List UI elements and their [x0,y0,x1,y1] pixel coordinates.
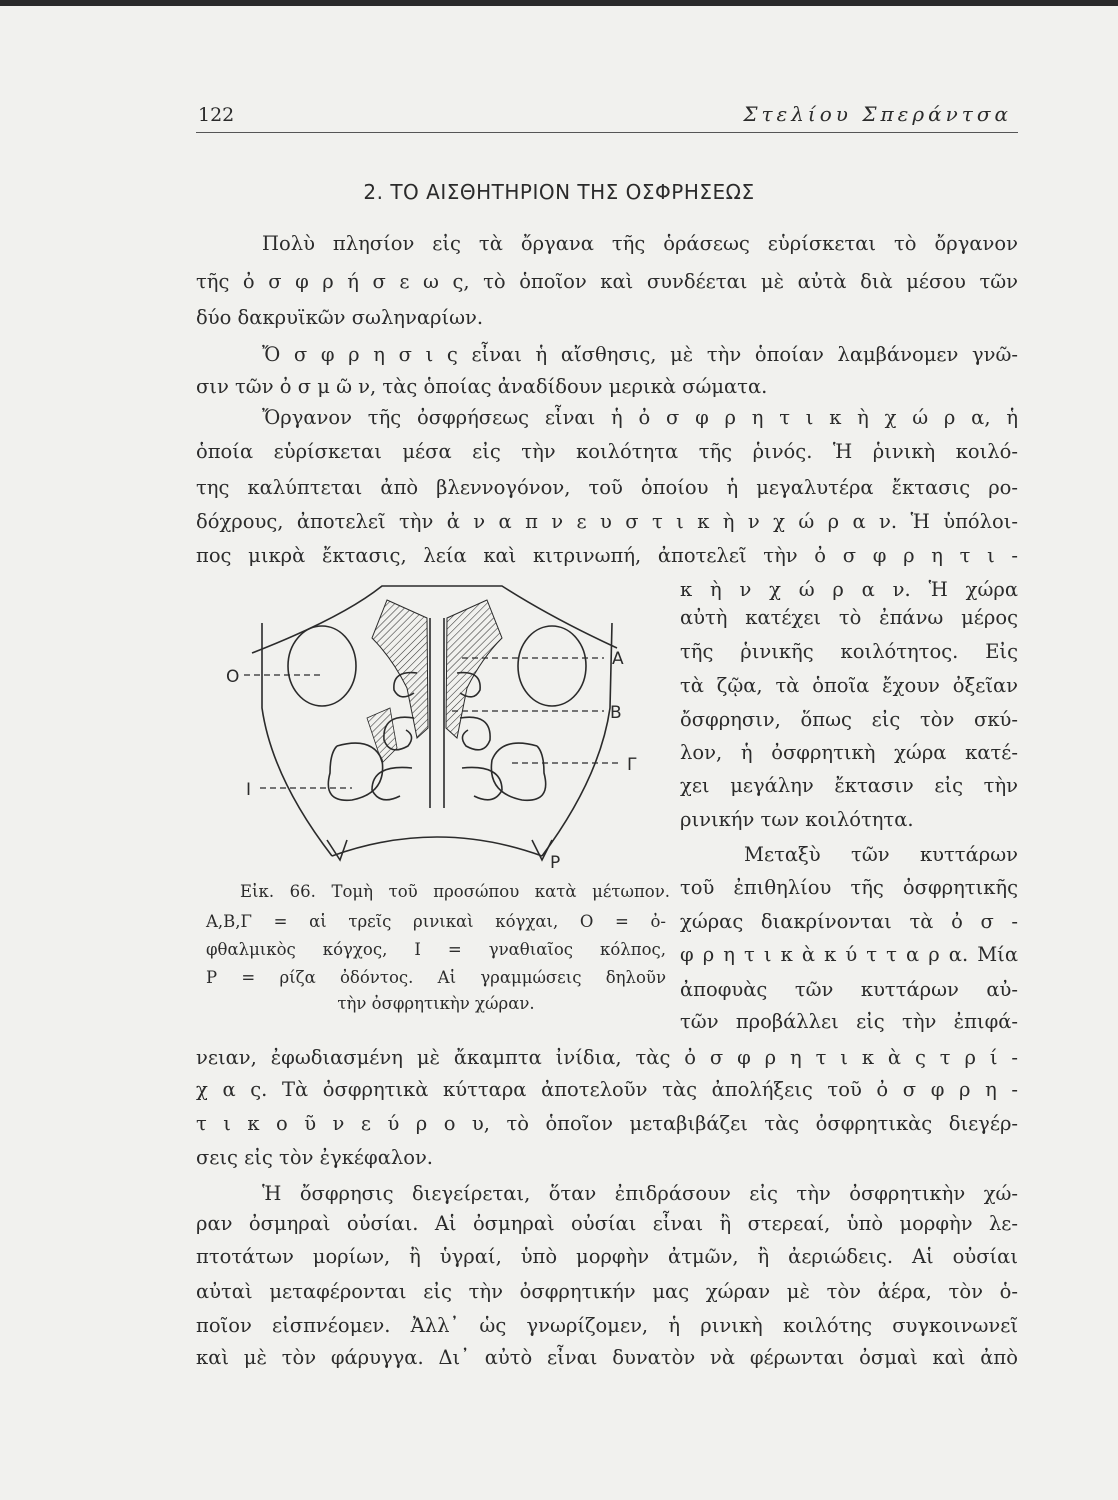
side-line: χώρας διακρίνονται τὰ ὀ σ - [680,910,1018,933]
caption-line: τὴν ὀσφρητικὴν χώραν. [337,994,535,1013]
body-line: τ ι κ ο ῦ ν ε ύ ρ ο υ, τὸ ὁποῖον μεταβιβάζει τὰς ὀσφρητικὰς διεγέρ- [196,1112,1018,1135]
caption-line: φθαλμικὸς κόγχος, Ι = γναθιαῖος κόλπος, [206,940,666,959]
section-title: 2. ΤΟ ΑΙΣΘΗΤΗΡΙΟΝ ΤΗΣ ΟΣΦΡΗΣΕΩΣ [363,180,755,204]
page-header [196,100,1018,133]
side-line: ὄσφρησιν, ὅπως εἰς τὸν σκύ- [680,708,1018,731]
caption-line: Εἰκ. 66. Τομὴ τοῦ προσώπου κατὰ μέτωπον. [240,882,670,901]
label-i: I [246,780,252,800]
side-line: τῶν προβάλλει εἰς τὴν ἐπιφά- [680,1010,1018,1033]
running-head: Στελίου Σπεράντσα [743,102,1012,126]
body-line: ραν ὀσμηραὶ οὐσίαι. Αἱ ὀσμηραὶ οὐσίαι εἶναι ἢ στερεαί, ὑπὸ μορφὴν λε- [196,1212,1018,1235]
side-line: τῆς ῥινικῆς κοιλότητος. Εἰς [680,640,1018,663]
body-line: πος μικρὰ ἔκτασις, λεία καὶ κιτρινωπή, ἀποτελεῖ τὴν ὀ σ φ ρ η τ ι - [196,544,1018,567]
body-line: Ἡ ὄσφρησις διεγείρεται, ὅταν ἐπιδράσουν εἰς τὴν ὀσφρητικὴν χώ- [262,1182,1018,1205]
body-line: Ὄ σ φ ρ η σ ι ς εἶναι ἡ αἴσθησις, μὲ τὴν ὁποίαν λαμβάνομεν γνῶ- [262,343,1018,366]
body-line: καὶ μὲ τὸν φάρυγγα. Δι᾽ αὐτὸ εἶναι δυνατὸν νὰ φέρωνται ὀσμαὶ καὶ ἀπὸ [196,1346,1018,1369]
label-g: Γ [627,755,637,775]
nasal-cavity-diagram [222,578,662,878]
side-line: λον, ἡ ὀσφρητικὴ χώρα κατέ- [680,741,1018,764]
side-line: φ ρ η τ ι κ ὰ κ ύ τ τ α ρ α. Μία [680,943,1018,966]
side-line: χει μεγάλην ἔκτασιν εἰς τὴν [680,774,1018,797]
body-line: ποῖον εἰσπνέομεν. Ἀλλ᾽ ὡς γνωρίζομεν, ἡ ρινικὴ κοιλότης συγκοινωνεῖ [196,1314,1018,1337]
body-line: χ α ς. Τὰ ὀσφρητικὰ κύτταρα ἀποτελοῦν τὰς ἀπολήξεις τοῦ ὀ σ φ ρ η - [196,1078,1018,1101]
body-line: Ὄργανον τῆς ὀσφρήσεως εἶναι ἡ ὀ σ φ ρ η τ ι κ ὴ χ ώ ρ α, ἡ [262,406,1018,429]
label-p: P [550,853,561,873]
caption-line: Α,Β,Γ = αἱ τρεῖς ρινικαὶ κόγχαι, Ο = ὀ- [206,912,666,931]
body-line: πτοτάτων μορίων, ἢ ὑγραί, ὑπὸ μορφὴν ἀτμῶν, ἢ ἀεριώδεις. Αἱ οὐσίαι [196,1245,1018,1268]
label-a: A [612,649,624,669]
scan-edge [0,0,1118,6]
page-number: 122 [198,104,235,126]
body-line: τῆς ὀ σ φ ρ ή σ ε ω ς, τὸ ὁποῖον καὶ συνδέεται μὲ αὐτὰ διὰ μέσου τῶν [196,270,1018,293]
label-o: O [226,667,240,687]
label-b: B [610,703,622,723]
body-line: δόχρους, ἀποτελεῖ τὴν ἀ ν α π ν ε υ σ τ ι κ ὴ ν χ ώ ρ α ν. Ἡ ὑπόλοι- [196,510,1018,533]
side-line: κ ὴ ν χ ώ ρ α ν. Ἡ χώρα [680,578,1018,601]
side-line: τὰ ζῷα, τὰ ὁποῖα ἔχουν ὀξεῖαν [680,674,1018,697]
side-line: αὐτὴ κατέχει τὸ ἐπάνω μέρος [680,606,1018,629]
body-line: Πολὺ πλησίον εἰς τὰ ὄργανα τῆς ὁράσεως εὑρίσκεται τὸ ὄργανον [262,232,1018,255]
side-line: τοῦ ἐπιθηλίου τῆς ὀσφρητικῆς [680,876,1018,899]
side-line: ἀποφυὰς τῶν κυττάρων αὐ- [680,978,1018,1001]
side-line: Μεταξὺ τῶν κυττάρων [744,843,1018,866]
body-line: ὁποία εὑρίσκεται μέσα εἰς τὴν κοιλότητα τῆς ῥινός. Ἡ ῥινικὴ κοιλό- [196,440,1018,463]
body-line: σιν τῶν ὀ σ μ ῶ ν, τὰς ὁποίας ἀναδίδουν μερικὰ σώματα. [196,375,768,398]
caption-line: Ρ = ρίζα ὀδόντος. Αἱ γραμμώσεις δηλοῦν [206,968,666,987]
body-line: νειαν, ἐφωδιασμένη μὲ ἄκαμπτα ἰνίδια, τὰς ὀ σ φ ρ η τ ι κ ὰ ς τ ρ ί - [196,1046,1018,1069]
body-line: δύο δακρυϊκῶν σωληναρίων. [196,306,484,329]
body-line: αὐταὶ μεταφέρονται εἰς τὴν ὀσφρητικήν μας χώραν μὲ τὸν ἀέρα, τὸν ὁ- [196,1280,1018,1303]
side-line: ρινικήν των κοιλότητα. [680,808,914,831]
body-line: της καλύπτεται ἀπὸ βλεννογόνον, τοῦ ὁποίου ἡ μεγαλυτέρα ἔκτασις ρο- [196,476,1018,499]
body-line: σεις εἰς τὸν ἐγκέφαλον. [196,1146,434,1169]
